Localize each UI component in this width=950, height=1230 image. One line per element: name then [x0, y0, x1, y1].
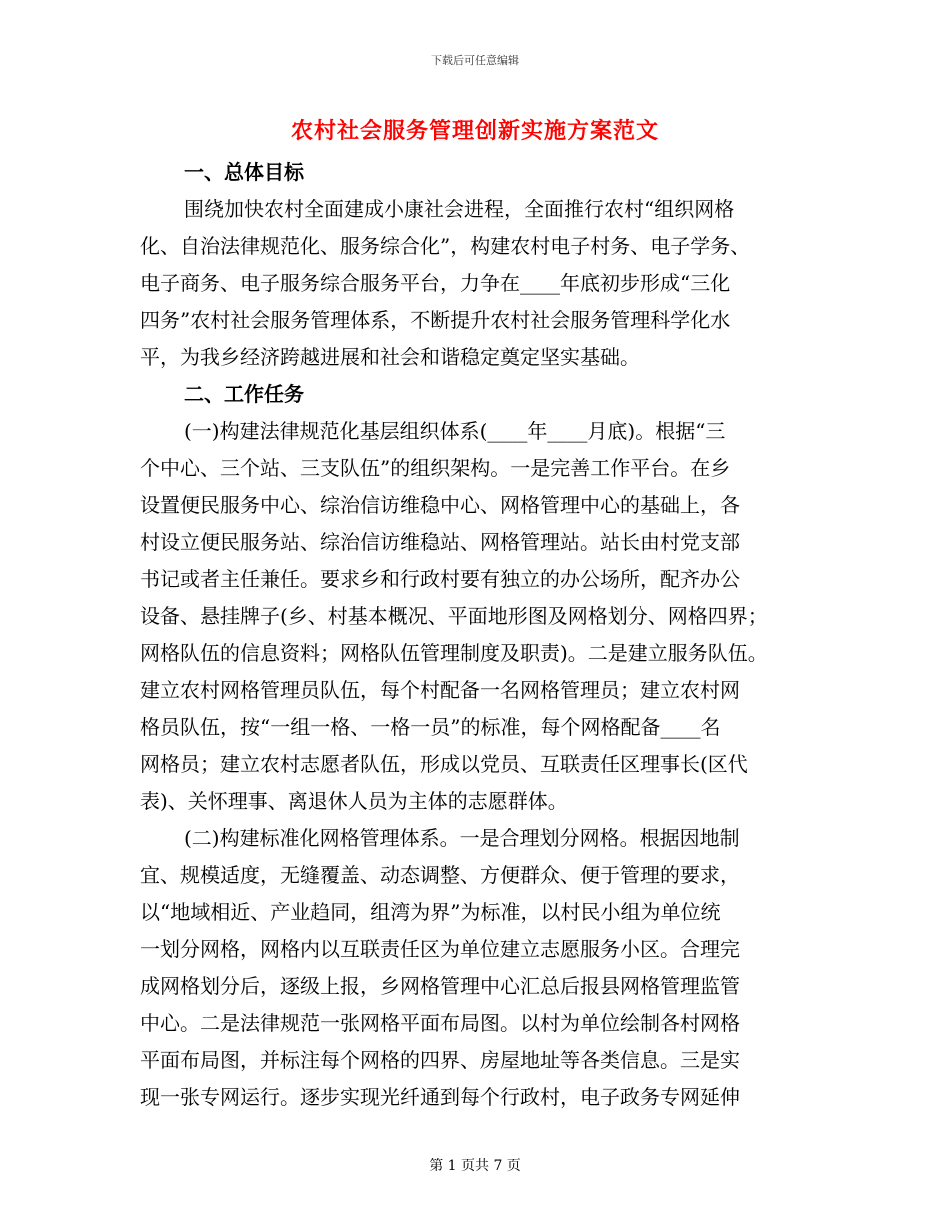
text-line: 网格员；建立农村志愿者队伍，形成以党员、互联责任区理事长(区代 [140, 752, 748, 776]
text-line: 格员队伍，按“一组一格、一格一员”的标准，每个网格配备____名 [140, 715, 721, 739]
text-line: 建立农村网格管理员队伍，每个村配备一名网格管理员；建立农村网 [140, 678, 740, 702]
text-line: 平，为我乡经济跨越进展和社会和谐稳定奠定坚实基础。 [140, 345, 640, 369]
text-line: 现一张专网运行。逐步实现光纤通到每个行政村，电子政务专网延伸 [140, 1085, 740, 1109]
text-line: 书记或者主任兼任。要求乡和行政村要有独立的办公场所，配齐办公 [140, 567, 740, 591]
paragraph-goals [140, 191, 815, 376]
text-line: 以“地域相近、产业趋同，组湾为界”为标准，以村民小组为单位统 [140, 900, 721, 924]
text-line: 化、自治法律规范化、服务综合化”，构建农村电子村务、电子学务、 [140, 234, 751, 258]
text-line: 四务”农村社会服务管理体系，不断提升农村社会服务管理科学化水 [140, 308, 731, 332]
text-line: 电子商务、电子服务综合服务平台，力争在____年底初步形成“三化 [140, 271, 731, 295]
text-line: 一划分网格，网格内以互联责任区为单位建立志愿服务小区。合理完 [140, 937, 740, 961]
text-line: (一)构建法律规范化基层组织体系(____年____月底)。根据“三 [184, 419, 726, 443]
text-line: 设置便民服务中心、综治信访维稳中心、网格管理中心的基础上，各 [140, 493, 740, 517]
text-line: (二)构建标准化网格管理体系。一是合理划分网格。根据因地制 [184, 826, 740, 850]
text-line: 成网格划分后，逐级上报，乡网格管理中心汇总后报县网格管理监管 [140, 974, 740, 998]
document-body [140, 154, 815, 1116]
text-line: 村设立便民服务站、综治信访维稳站、网格管理站。站长由村党支部 [140, 530, 740, 554]
text-line: 宜、规模适度，无缝覆盖、动态调整、方便群众、便于管理的要求， [140, 863, 740, 887]
text-line: 设备、悬挂牌子(乡、村基本概况、平面地形图及网格划分、网格四界； [140, 604, 768, 628]
section-heading-tasks: 二、工作任务 [184, 382, 304, 406]
text-line: 个中心、三个站、三支队伍”的组织架构。一是完善工作平台。在乡 [140, 456, 731, 480]
paragraph-task-2 [140, 820, 815, 1116]
text-line: 网格队伍的信息资料；网格队伍管理制度及职责)。二是建立服务队伍。 [140, 641, 768, 665]
header-note: 下载后可任意编辑 [431, 54, 519, 67]
document-title: 农村社会服务管理创新实施方案范文 [290, 118, 659, 144]
text-line: 围绕加快农村全面建成小康社会进程，全面推行农村“组织网格 [184, 197, 735, 221]
text-line: 平面布局图，并标注每个网格的四界、房屋地址等各类信息。三是实 [140, 1048, 740, 1072]
text-line: 表)、关怀理事、离退休人员为主体的志愿群体。 [140, 789, 568, 813]
text-line: 中心。二是法律规范一张网格平面布局图。以村为单位绘制各村网格 [140, 1011, 740, 1035]
page-number: 第 1 页共 7 页 [429, 1158, 521, 1174]
paragraph-task-1 [140, 413, 815, 820]
section-heading-goals: 一、总体目标 [184, 160, 304, 184]
